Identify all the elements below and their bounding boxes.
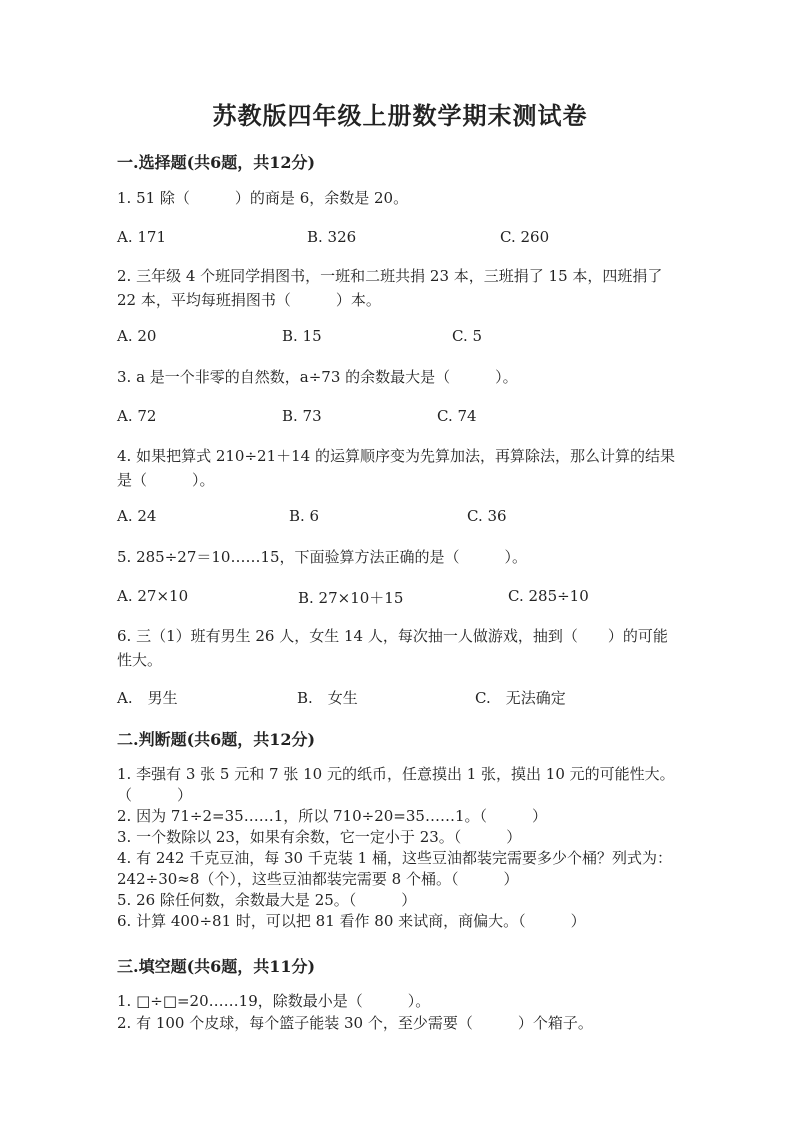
options-row [117, 327, 677, 349]
page-title: 苏教版四年级上册数学期末测试卷 [212, 101, 588, 130]
option-a: A. 72 [117, 407, 157, 425]
option-a: A. 171 [117, 228, 166, 246]
fill-item: 1. □÷□=20……19，除数最小是（ ）。 [117, 992, 431, 1010]
option-b: B. 15 [282, 327, 322, 345]
option-c: C. 无法确定 [475, 689, 566, 707]
options-row [117, 407, 677, 429]
options-row [117, 507, 677, 529]
section-heading-choice: 一.选择题(共6题，共12分) [117, 153, 316, 172]
question-text: 4. 如果把算式 210÷21＋14 的运算顺序变为先算加法，再算除法，那么计算的结果是（ ）。 [117, 447, 675, 489]
option-c: C. 74 [437, 407, 477, 425]
option-a: A. 24 [117, 507, 157, 525]
judge-list [117, 764, 698, 932]
option-b: B. 女生 [297, 689, 358, 707]
question-text: 5. 285÷27＝10……15，下面验算方法正确的是（ ）。 [117, 548, 528, 566]
section-heading-fill: 三.填空题(共6题，共11分) [117, 957, 316, 976]
option-a: A. 20 [117, 327, 157, 345]
judge-item: 3. 一个数除以 23，如果有余数，它一定小于 23。（ ） [117, 828, 522, 846]
option-b: B. 73 [282, 407, 322, 425]
question-text: 3. a 是一个非零的自然数，a÷73 的余数最大是（ ）。 [117, 368, 518, 386]
judge-item: 1. 李强有 3 张 5 元和 7 张 10 元的纸币，任意摸出 1 张，摸出 10 元的可能性大。 （ ） [117, 765, 698, 804]
options-row [117, 687, 677, 709]
question-text: 2. 三年级 4 个班同学捐图书，一班和二班共捐 23 本，三班捐了 15 本，四班捐了 22 本，平均每班捐图书（ ）本。 [117, 267, 663, 309]
question-text: 1. 51 除（ ）的商是 6，余数是 20。 [117, 189, 409, 207]
judge-item: 6. 计算 400÷81 时，可以把 81 看作 80 来试商，商偏大。（ ） [117, 912, 586, 930]
option-c: C. 36 [467, 507, 507, 525]
option-a: A. 27×10 [117, 587, 189, 605]
fill-item: 2. 有 100 个皮球，每个篮子能装 30 个，至少需要（ ）个箱子。 [117, 1014, 593, 1032]
option-b: B. 326 [307, 228, 357, 246]
judge-item: 5. 26 除任何数，余数最大是 25。（ ） [117, 891, 417, 909]
options-row [117, 228, 677, 250]
option-c: C. 285÷10 [508, 587, 589, 605]
judge-item: 2. 因为 71÷2=35……1，所以 710÷20=35……1。（ ） [117, 807, 547, 825]
options-row [117, 587, 677, 609]
section-heading-judge: 二.判断题(共6题，共12分) [117, 730, 316, 749]
fill-list [117, 990, 677, 1034]
option-b: B. 27×10＋15 [298, 589, 404, 607]
option-a: A. 男生 [117, 689, 178, 707]
option-c: C. 260 [500, 228, 550, 246]
option-c: C. 5 [452, 327, 483, 345]
question-text: 6. 三（1）班有男生 26 人，女生 14 人，每次抽一人做游戏，抽到（ ）的可能性大。 [117, 627, 668, 669]
judge-item: 4. 有 242 千克豆油，每 30 千克装 1 桶，这些豆油都装完需要多少个桶？列式为：242÷30≈8（个），这些豆油都装完需要 8 个桶。（ ） [117, 849, 672, 888]
option-b: B. 6 [289, 507, 320, 525]
